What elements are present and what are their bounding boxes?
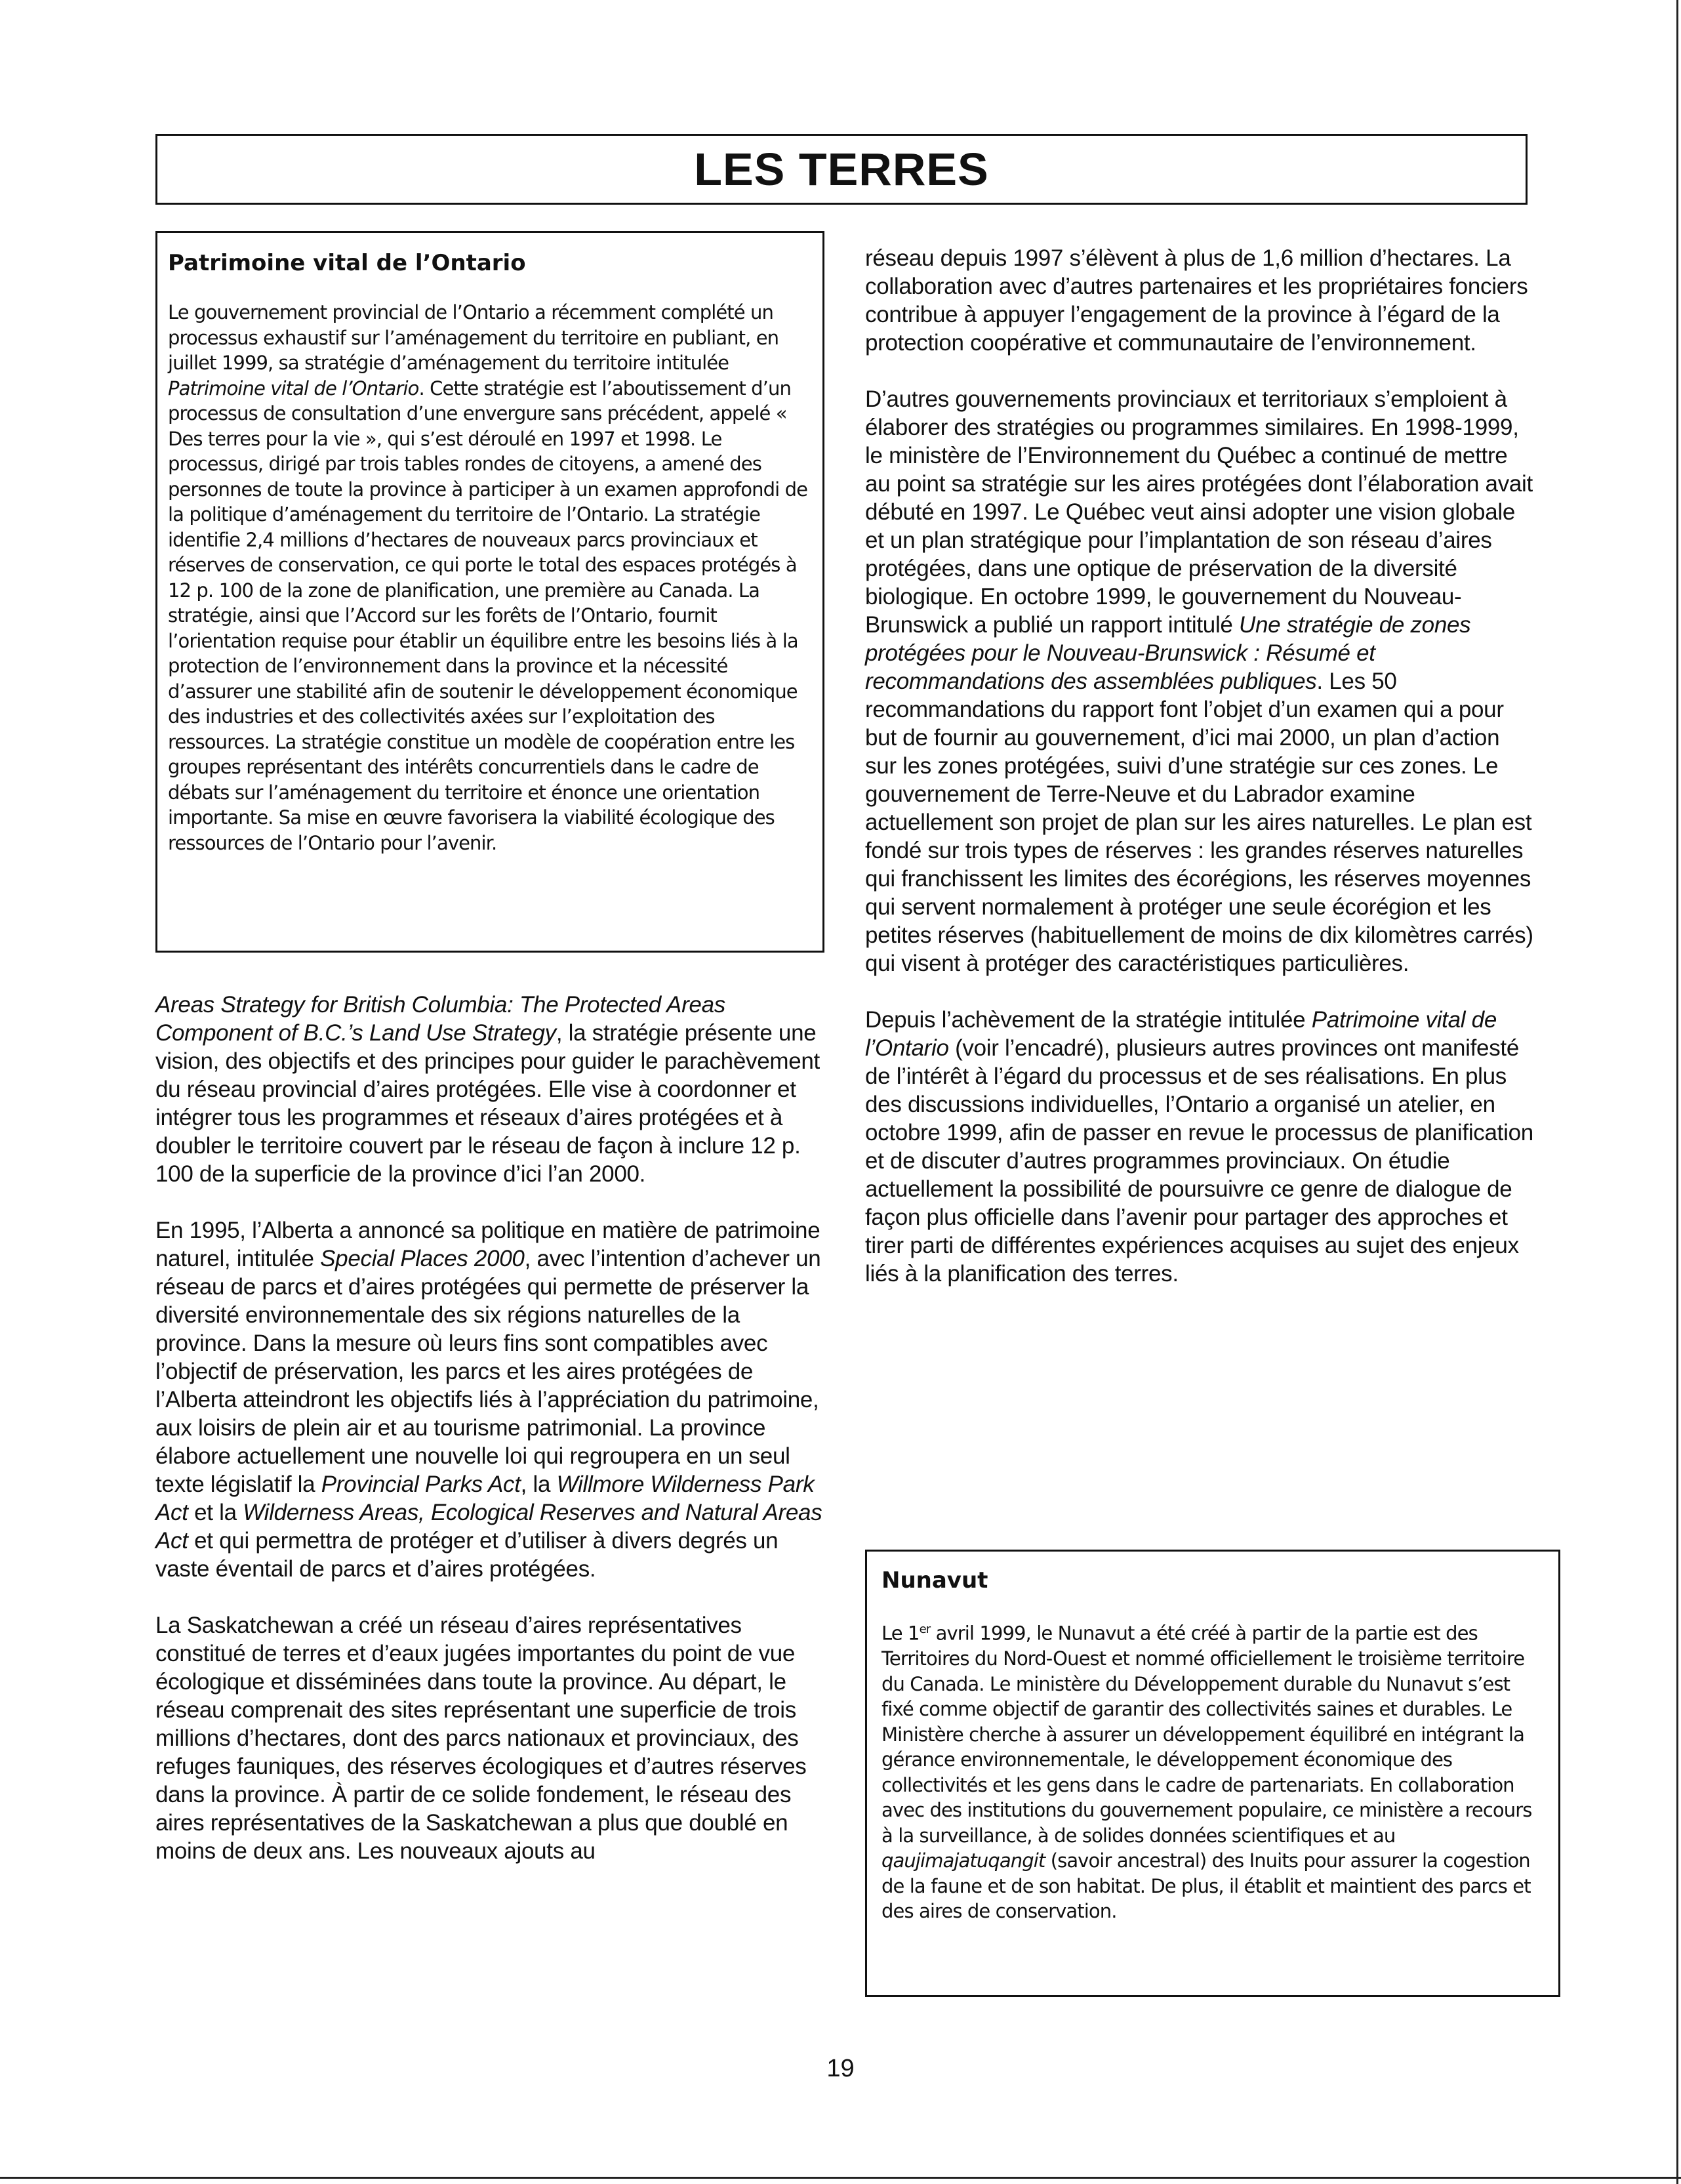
sidebar-nunavut [865, 1550, 1560, 1997]
paragraph-other-provinces: D’autres gouvernements provinciaux et territoriaux s’emploient à élaborer des stratégies ou programmes similaires. En 1998-1999, le ministère de l’Environnement du Québec a continué de mettre au point sa stratégie sur les aires protégées dont l’élaboration avait débuté en 1997. Le Québec veut ainsi adopter une vision globale et un plan stratégique pour l’implantation de son réseau d’aires protégées, dans une optique de préservation de la diversité biologique. En octobre 1999, le gouvernement du Nouveau-Brunswick a publié un rapport intitulé Une stratégie de zones protégées pour le Nouveau-Brunswick : Résumé et recommandations des assemblées publiques. Les 50 recommandations du rapport font l’objet d’un examen qui a pour but de fournir au gouvernement, d’ici mai 2000, un plan d’action sur les zones protégées, suivi d’une stratégie sur ces zones. Le gouvernement de Terre-Neuve et du Labrador examine actuellement son projet de plan sur les aires naturelles. Le plan est fondé sur trois types de réserves : les grandes réserves naturelles qui franchissent les limites des écorégions, les réserves moyennes qui servent normalement à protéger une seule écorégion et les petites réserves (habituellement de moins de dix kilomètres carrés) qui visent à protéger des caractéristiques particulières. [865, 386, 1533, 976]
scan-edge-bottom [0, 2177, 1681, 2179]
sidebar-nunavut-title: Nunavut [881, 1567, 988, 1594]
section-title-box [155, 134, 1528, 205]
page-title: LES TERRES [694, 144, 989, 195]
scan-edge-right [1676, 0, 1678, 2184]
paragraph-alberta: En 1995, l’Alberta a annoncé sa politique en matière de patrimoine naturel, intitulée Special Places 2000, avec l’intention d’achever un réseau de parcs et d’aires protégées qui permette de préserver la diversité environnementale des six régions naturelles de la province. Dans la mesure où leurs fins sont compatibles avec l’objectif de préservation, les parcs et les aires protégées de l’Alberta atteindront les objectifs liés à l’appréciation du patrimoine, aux loisirs de plein air et au tourisme patrimonial. La province élabore actuellement une nouvelle loi qui regroupera en un seul texte législatif la Provincial Parks Act, la Willmore Wilderness Park Act et la Wilderness Areas, Ecological Reserves and Natural Areas Act et qui permettra de protéger et d’utiliser à divers degrés un vaste éventail de parcs et d’aires protégées. [155, 1218, 822, 1582]
sidebar-ontario [155, 231, 824, 953]
paragraph-saskatchewan: La Saskatchewan a créé un réseau d’aires représentatives constitué de terres et d’eaux jugées importantes du point de vue écologique et disséminées dans toute la province. Au départ, le réseau comprenait des sites représentant une superficie de trois millions d’hectares, dont des parcs nationaux et provinciaux, des refuges fauniques, des réserves écologiques et d’autres réserves dans la province. À partir de ce solide fondement, le réseau des aires représentatives de la Saskatchewan a plus que doublé en moins de deux ans. Les nouveaux ajouts au [155, 1613, 807, 1864]
sidebar-nunavut-text: Le 1er avril 1999, le Nunavut a été créé à partir de la partie est des Territoires du Nord-Ouest et nommé officiellement le troisième territoire du Canada. Le ministère du Développement durable du Nunavut s’est fixé comme objectif de garantir des collectivités saines et durables. Le Ministère cherche à assurer un développement équilibré en intégrant la gérance environnementale, le développement économique des collectivités et les gens dans le cadre de partenariats. En collaboration avec des institutions du gouvernement populaire, ce ministère a recours à la surveillance, à de solides données scientifiques et au qaujimajatuqangit (savoir ancestral) des Inuits pour assurer la cogestion de la faune et de son habitat. De plus, il établit et maintient des parcs et des aires de conservation. [881, 1622, 1532, 1923]
page-number: 19 [826, 2055, 855, 2082]
left-column [155, 231, 824, 1865]
sidebar-ontario-title: Patrimoine vital de l’Ontario [168, 250, 526, 276]
right-column [865, 244, 1534, 1288]
paragraph-continuation: réseau depuis 1997 s’élèvent à plus de 1,6 million d’hectares. La collaboration avec d’autres partenaires et les propriétaires fonciers contribue à appuyer l’engagement de la province à l’égard de la protection coopérative et communautaire de l’environnement. [865, 245, 1528, 356]
paragraph-since-ontario: Depuis l’achèvement de la stratégie intitulée Patrimoine vital de l’Ontario (voir l’encadré), plusieurs autres provinces ont manifesté de l’intérêt à l’égard du processus et de ses réalisations. En plus des discussions individuelles, l’Ontario a organisé un atelier, en octobre 1999, afin de passer en revue le processus de planification et de discuter d’autres programmes provinciaux. On étudie actuellement la possibilité de poursuivre ce genre de dialogue de façon plus officielle dans l’avenir pour partager des approches et tirer parti de différentes expériences acquises au sujet des enjeux liés à la planification des terres. [865, 1007, 1533, 1287]
sidebar-ontario-text: Le gouvernement provincial de l’Ontario a récemment complété un processus exhaustif sur l’aménagement du territoire en publiant, en juillet 1999, sa stratégie d’aménagement du territoire intitulée Patrimoine vital de l’Ontario. Cette stratégie est l’aboutissement d’un processus de consultation d’une envergure sans précédent, appelé « Des terres pour la vie », qui s’est déroulé en 1997 et 1998. Le processus, dirigé par trois tables rondes de citoyens, a amené des personnes de toute la province à participer à un examen approfondi de la politique d’aménagement du territoire de l’Ontario. La stratégie identifie 2,4 millions d’hectares de nouveaux parcs provinciaux et réserves de conservation, ce qui porte le total des espaces protégés à 12 p. 100 de la zone de planification, une première au Canada. La stratégie, ainsi que l’Accord sur les forêts de l’Ontario, fournit l’orientation requise pour établir un équilibre entre les besoins liés à la protection de l’environnement dans la province et la nécessité d’assurer une stabilité afin de soutenir le développement économique des industries et des collectivités axées sur l’exploitation des ressources. La stratégie constitue un modèle de coopération entre les groupes représentant des intérêts concurrentiels dans le cadre de débats sur l’aménagement du territoire et énonce une orientation importante. Sa mise en œuvre favorisera la viabilité écologique des ressources de l’Ontario pour l’avenir. [168, 301, 808, 854]
paragraph-british-columbia: Areas Strategy for British Columbia: The Protected Areas Component of B.C.’s Land Use Strategy, la stratégie présente une vision, des objectifs et des principes pour guider le parachèvement du réseau provincial d’aires protégées. Elle vise à coordonner et intégrer tous les programmes et réseaux d’aires protégées et à doubler le territoire couvert par le réseau de façon à inclure 12 p. 100 de la superficie de la province d’ici l’an 2000. [155, 992, 820, 1187]
